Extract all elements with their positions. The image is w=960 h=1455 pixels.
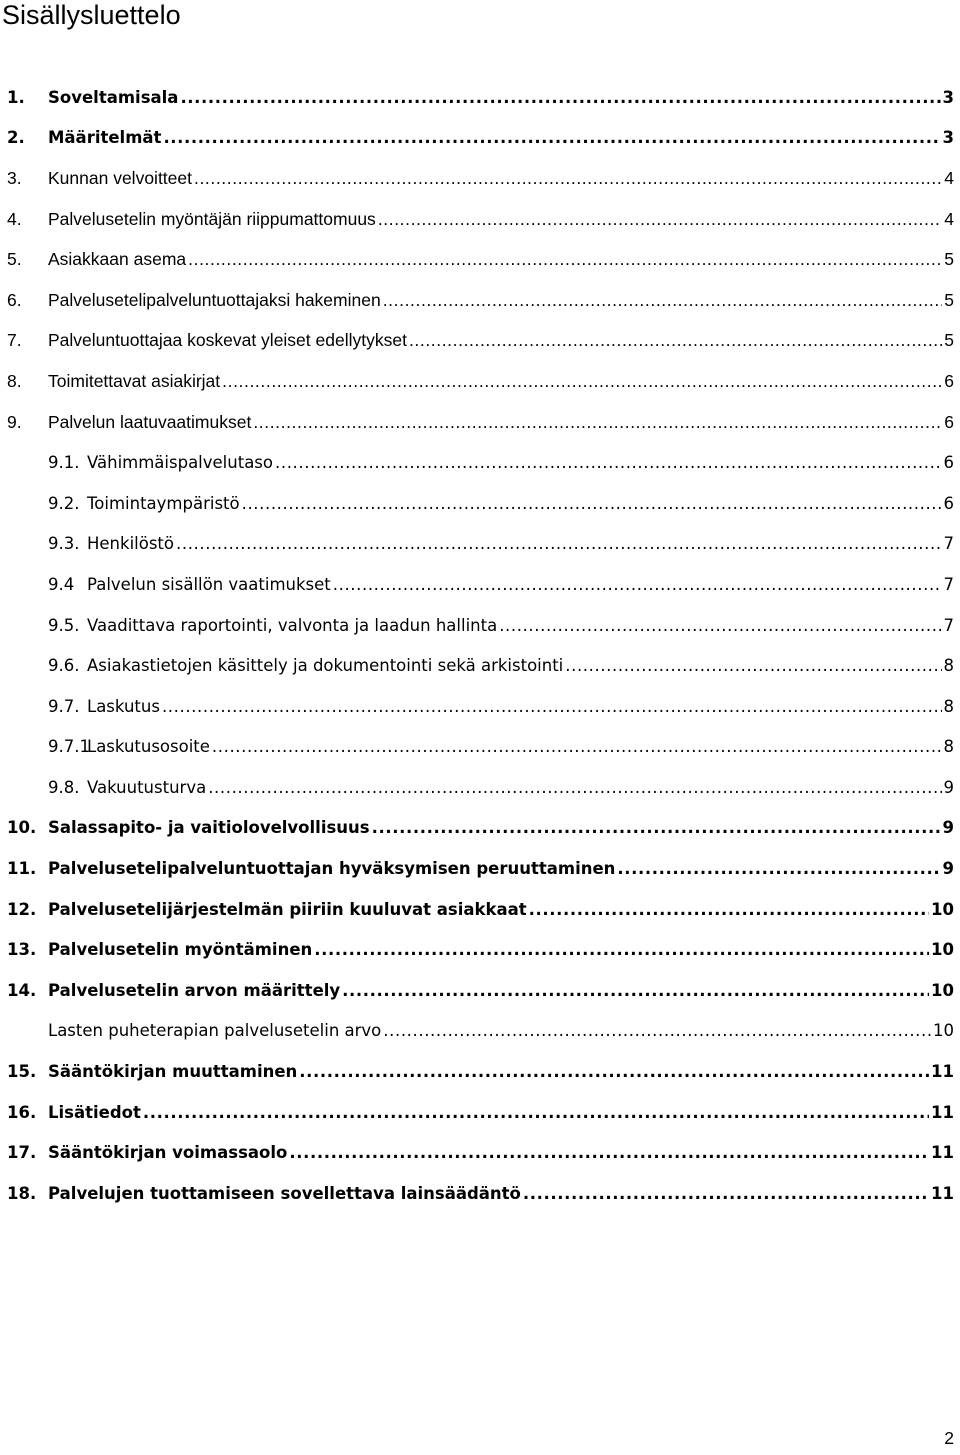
toc-leader-dots: [499, 616, 941, 635]
toc-leader-dots: [617, 859, 940, 878]
toc-entry[interactable]: [0, 483, 960, 524]
toc-entry[interactable]: [0, 808, 960, 849]
toc-entry-title: Vähimmäispalvelutaso: [87, 453, 273, 473]
toc-entry-title: Kunnan velvoitteet: [48, 167, 192, 188]
toc-entry-number: 9.2.: [48, 493, 80, 513]
toc-entry[interactable]: [0, 1092, 960, 1133]
toc-leader-dots: [163, 128, 940, 147]
toc-entry-page: 11: [931, 1183, 954, 1203]
table-of-contents: [0, 77, 960, 1214]
toc-entry-title: Palvelusetelin myöntäminen: [48, 940, 313, 960]
toc-leader-dots: [342, 981, 929, 1000]
toc-leader-dots: [314, 940, 929, 959]
toc-entry-title: Asiakkaan asema: [48, 249, 187, 270]
page-title: Sisällysluettelo: [2, 0, 181, 30]
toc-entry-title: Vakuutusturva: [87, 777, 207, 797]
toc-entry-number: 6.: [7, 289, 22, 310]
toc-entry-number: 12.: [7, 899, 37, 919]
toc-entry-page: 6: [944, 411, 954, 432]
page-number: 2: [944, 1428, 954, 1448]
toc-leader-dots: [188, 249, 942, 270]
toc-entry[interactable]: [0, 1132, 960, 1173]
toc-leader-dots: [143, 1103, 929, 1122]
toc-entry-page: 6: [943, 493, 954, 513]
toc-leader-dots: [333, 575, 942, 594]
toc-entry-number: 4.: [7, 208, 22, 229]
toc-entry[interactable]: [0, 442, 960, 483]
toc-entry-title: Palvelusetelijärjestelmän piiriin kuuluvat asiakkaat: [48, 899, 527, 919]
toc-entry-number: 11.: [7, 859, 37, 879]
toc-entry-title: Toimintaympäristö: [87, 493, 240, 513]
toc-entry-page: 10: [931, 980, 954, 1000]
toc-entry-title: Toimitettavat asiakirjat: [48, 370, 221, 391]
toc-entry-page: 11: [931, 1143, 954, 1163]
toc-leader-dots: [222, 371, 942, 392]
toc-entry[interactable]: [0, 524, 960, 565]
toc-entry-number: 9.7.1: [48, 737, 90, 757]
toc-entry[interactable]: [0, 929, 960, 970]
toc-entry-title: Lasten puheterapian palvelusetelin arvo: [48, 1021, 382, 1041]
toc-entry-number: 3.: [7, 167, 22, 188]
toc-entry-page: 10: [933, 1021, 954, 1041]
toc-entry[interactable]: [0, 889, 960, 930]
toc-leader-dots: [253, 412, 942, 433]
toc-leader-dots: [372, 818, 941, 837]
toc-entry[interactable]: [0, 361, 960, 402]
toc-entry-number: 18.: [7, 1183, 37, 1203]
toc-entry-number: 15.: [7, 1062, 37, 1082]
toc-leader-dots: [383, 1021, 931, 1040]
toc-entry-title: Määritelmät: [48, 128, 162, 148]
toc-entry[interactable]: [0, 239, 960, 280]
toc-entry-title: Palvelusetelin arvon määrittely: [48, 980, 341, 1000]
toc-entry[interactable]: [0, 402, 960, 443]
toc-entry[interactable]: [0, 645, 960, 686]
toc-entry-page: 9: [942, 818, 954, 838]
toc-leader-dots: [299, 1062, 929, 1081]
toc-leader-dots: [275, 453, 942, 472]
toc-entry-page: 9: [943, 777, 954, 797]
toc-entry-page: 5: [944, 249, 954, 270]
toc-entry-number: 9.8.: [48, 777, 80, 797]
toc-entry-page: 5: [944, 330, 954, 351]
toc-entry-page: 11: [931, 1062, 954, 1082]
toc-entry-number: 7.: [7, 330, 22, 351]
toc-entry-number: 2.: [7, 128, 25, 148]
toc-entry-title: Palveluntuottajaa koskevat yleiset edellytykset: [48, 330, 407, 351]
toc-entry-title: Soveltamisala: [48, 87, 179, 107]
toc-entry-page: 4: [944, 167, 954, 188]
toc-entry-number: 8.: [7, 370, 22, 391]
toc-entry-title: Palvelun sisällön vaatimukset: [87, 574, 331, 594]
toc-entry-title: Palvelun laatuvaatimukset: [48, 411, 252, 432]
toc-entry-title: Laskutusosoite: [87, 737, 210, 757]
toc-entry-page: 10: [931, 940, 954, 960]
toc-entry-number: 13.: [7, 940, 37, 960]
toc-leader-dots: [529, 900, 929, 919]
toc-entry-title: Asiakastietojen käsittely ja dokumentointi sekä arkistointi: [87, 656, 564, 676]
toc-entry[interactable]: [0, 280, 960, 321]
toc-entry-page: 3: [942, 87, 954, 107]
toc-entry-page: 7: [943, 615, 954, 635]
toc-entry-number: 9.1.: [48, 453, 80, 473]
toc-entry-number: 5.: [7, 249, 22, 270]
toc-entry[interactable]: [0, 118, 960, 159]
toc-leader-dots: [212, 737, 942, 756]
toc-leader-dots: [409, 330, 942, 351]
toc-entry-title: Henkilöstö: [87, 534, 174, 554]
toc-leader-dots: [289, 1143, 929, 1162]
toc-entry[interactable]: [0, 848, 960, 889]
toc-leader-dots: [208, 778, 941, 797]
toc-entry-number: 9.: [7, 411, 22, 432]
toc-leader-dots: [162, 697, 942, 716]
toc-entry-title: Vaadittava raportointi, valvonta ja laadun hallinta: [87, 615, 498, 635]
toc-entry-page: 6: [944, 370, 954, 391]
toc-entry[interactable]: [0, 158, 960, 199]
toc-entry[interactable]: [0, 321, 960, 362]
toc-entry[interactable]: [0, 564, 960, 605]
toc-entry[interactable]: [0, 1173, 960, 1214]
toc-entry-title: Palvelujen tuottamiseen sovellettava lainsäädäntö: [48, 1183, 521, 1203]
toc-leader-dots: [176, 534, 942, 553]
toc-entry-number: 1.: [7, 87, 25, 107]
toc-entry-number: 9.3.: [48, 534, 80, 554]
toc-entry-number: 16.: [7, 1102, 37, 1122]
toc-entry-number: 14.: [7, 980, 37, 1000]
toc-leader-dots: [383, 290, 943, 311]
toc-entry-page: 9: [942, 859, 954, 879]
toc-leader-dots: [194, 168, 942, 189]
toc-leader-dots: [180, 88, 940, 107]
toc-entry-number: 9.5.: [48, 615, 80, 635]
toc-entry[interactable]: [0, 199, 960, 240]
toc-entry-page: 11: [931, 1102, 954, 1122]
toc-entry[interactable]: [0, 1051, 960, 1092]
toc-entry-page: 7: [943, 574, 954, 594]
toc-entry-title: Salassapito- ja vaitiolovelvollisuus: [48, 818, 370, 838]
toc-entry-title: Laskutus: [87, 696, 160, 716]
toc-entry-number: 10.: [7, 818, 37, 838]
toc-entry[interactable]: [0, 77, 960, 118]
toc-entry-page: 7: [943, 534, 954, 554]
toc-leader-dots: [523, 1184, 929, 1203]
toc-entry[interactable]: [0, 605, 960, 646]
toc-entry-title: Palvelusetelipalveluntuottajaksi hakeminen: [48, 289, 381, 310]
toc-entry-page: 6: [943, 453, 954, 473]
toc-leader-dots: [565, 656, 941, 675]
toc-leader-dots: [378, 209, 942, 230]
toc-entry-page: 5: [944, 289, 954, 310]
toc-entry-page: 8: [943, 696, 954, 716]
toc-entry-number: 9.6.: [48, 656, 80, 676]
toc-leader-dots: [242, 494, 942, 513]
toc-entry-page: 8: [943, 656, 954, 676]
toc-entry[interactable]: [0, 1011, 960, 1052]
toc-entry[interactable]: [0, 970, 960, 1011]
toc-entry-page: 4: [944, 208, 954, 229]
toc-entry[interactable]: [0, 767, 960, 808]
toc-entry-number: 9.4: [48, 574, 75, 594]
toc-entry-title: Lisätiedot: [48, 1102, 141, 1122]
toc-entry-title: Palvelusetelipalveluntuottajan hyväksymisen peruuttaminen: [48, 859, 616, 879]
toc-entry-page: 10: [931, 899, 954, 919]
toc-entry[interactable]: [0, 686, 960, 727]
toc-entry-title: Sääntökirjan voimassaolo: [48, 1143, 288, 1163]
toc-entry-page: 3: [942, 128, 954, 148]
toc-entry-title: Sääntökirjan muuttaminen: [48, 1062, 298, 1082]
toc-entry-number: 17.: [7, 1143, 37, 1163]
toc-entry-page: 8: [943, 737, 954, 757]
toc-entry-number: 9.7.: [48, 696, 80, 716]
toc-entry-title: Palvelusetelin myöntäjän riippumattomuus: [48, 208, 376, 229]
toc-entry[interactable]: [0, 727, 960, 768]
